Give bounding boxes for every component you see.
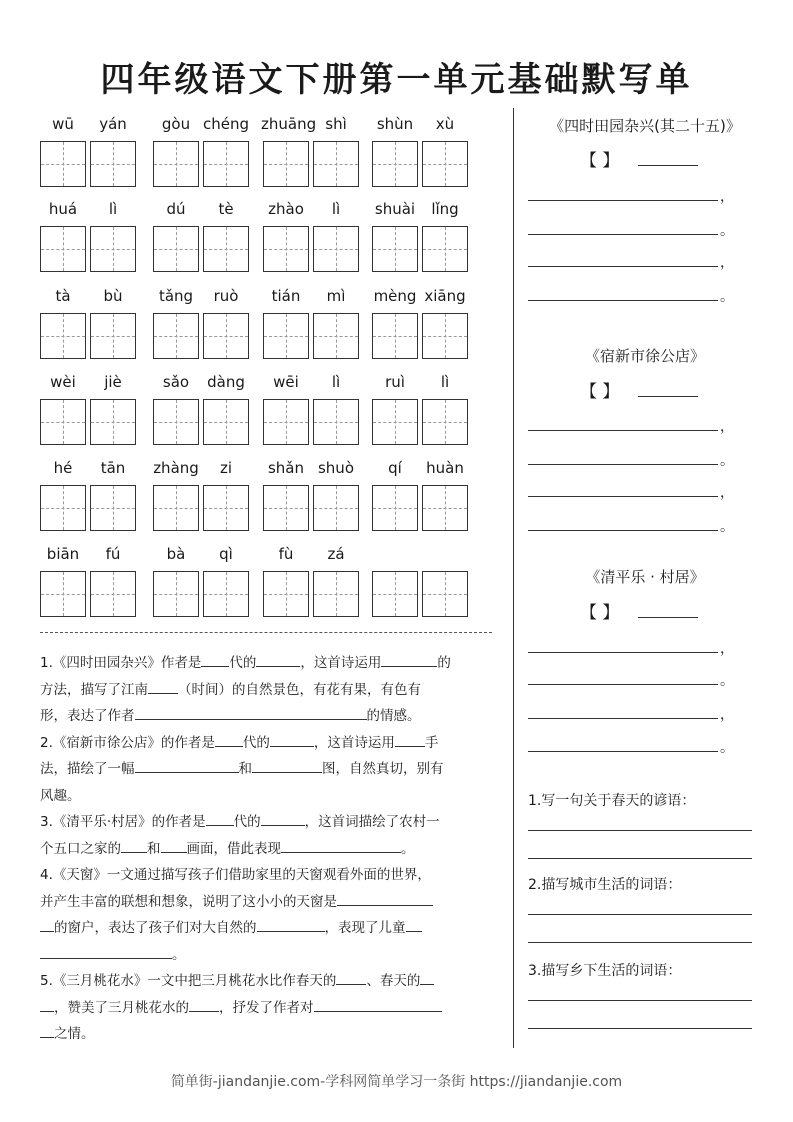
word-group xyxy=(40,115,142,195)
verse-line[interactable] xyxy=(528,652,718,653)
pinyin-label: sǎo xyxy=(162,373,190,391)
verse-line[interactable] xyxy=(528,266,718,267)
answer-blank[interactable] xyxy=(261,811,305,826)
pinyin-label: lì xyxy=(108,200,118,218)
character-box[interactable] xyxy=(203,571,249,617)
pinyin-label: dàng xyxy=(207,373,245,391)
pinyin-label: shùn xyxy=(376,115,414,133)
verse-line[interactable] xyxy=(528,530,718,531)
character-box[interactable] xyxy=(153,399,199,445)
pinyin-row xyxy=(40,545,510,625)
character-box[interactable] xyxy=(203,226,249,272)
character-box[interactable] xyxy=(90,141,136,187)
character-box[interactable] xyxy=(90,313,136,359)
task-proverb: 1.写一句关于春天的谚语： xyxy=(528,793,696,809)
answer-line[interactable] xyxy=(528,830,752,831)
pinyin-label: gòu xyxy=(161,115,191,133)
punctuation: 。 xyxy=(720,223,734,239)
pinyin-row xyxy=(40,200,510,280)
pinyin-label: fù xyxy=(278,545,294,563)
character-box[interactable] xyxy=(313,226,359,272)
character-box[interactable] xyxy=(263,313,309,359)
word-group xyxy=(40,545,142,625)
word-group xyxy=(40,459,142,539)
word-group xyxy=(372,373,474,453)
word-group xyxy=(40,373,142,453)
character-box[interactable] xyxy=(263,399,309,445)
pinyin-label: tián xyxy=(271,287,301,305)
character-box[interactable] xyxy=(422,313,468,359)
pinyin-label: zhuāng xyxy=(261,115,317,133)
answer-blank[interactable] xyxy=(252,758,322,773)
poem-author-field[interactable]: 【 】 xyxy=(580,598,698,623)
character-box[interactable] xyxy=(153,313,199,359)
question-2: 2.《宿新市徐公店》的作者是 代的 ，这首诗运用 手 法，描绘了一幅 和 图，自然真切，别有 风趣。 xyxy=(40,730,502,810)
verse-line[interactable] xyxy=(528,430,718,431)
punctuation: ， xyxy=(720,485,734,501)
punctuation: ， xyxy=(720,255,734,271)
pinyin-label: mì xyxy=(326,287,346,305)
answer-blank[interactable] xyxy=(201,652,229,667)
answer-line[interactable] xyxy=(528,1000,752,1001)
character-box[interactable] xyxy=(263,485,309,531)
word-group xyxy=(263,200,365,280)
question-3: 3.《清平乐·村居》的作者是 代的 ，这首词描绘了农村一 个五口之家的 和 画面，借此表现 。 xyxy=(40,809,502,862)
word-group xyxy=(40,287,142,367)
section-divider xyxy=(40,632,492,633)
pinyin-label: xiāng xyxy=(424,287,466,305)
word-group xyxy=(153,287,255,367)
answer-blank[interactable] xyxy=(135,705,367,720)
character-box[interactable] xyxy=(203,399,249,445)
answer-blank[interactable] xyxy=(337,891,433,906)
verse-line[interactable] xyxy=(528,464,718,465)
character-box[interactable] xyxy=(40,399,86,445)
pinyin-label: qì xyxy=(219,545,233,563)
page-title: 四年级语文下册第一单元基础默写单 xyxy=(100,60,693,100)
answer-line[interactable] xyxy=(528,858,752,859)
word-group xyxy=(40,200,142,280)
pinyin-label: hé xyxy=(53,459,73,477)
character-box[interactable] xyxy=(40,571,86,617)
punctuation: ， xyxy=(720,707,734,723)
pinyin-label: huá xyxy=(48,200,78,218)
answer-line[interactable] xyxy=(528,1028,752,1029)
punctuation: ， xyxy=(720,641,734,657)
punctuation: 。 xyxy=(720,673,734,689)
answer-blank[interactable] xyxy=(314,997,442,1012)
character-box[interactable] xyxy=(263,141,309,187)
answer-blank[interactable] xyxy=(215,732,243,747)
character-box[interactable] xyxy=(372,226,418,272)
pinyin-label: biān xyxy=(46,545,80,563)
character-box[interactable] xyxy=(372,141,418,187)
word-group xyxy=(372,545,474,625)
answer-blank[interactable] xyxy=(638,601,698,618)
pinyin-row xyxy=(40,459,510,539)
pinyin-label: shuài xyxy=(374,200,416,218)
answer-line[interactable] xyxy=(528,942,752,943)
answer-blank[interactable] xyxy=(638,380,698,397)
word-group xyxy=(153,545,255,625)
pinyin-label: shuò xyxy=(317,459,354,477)
answer-blank[interactable] xyxy=(40,1023,54,1038)
answer-blank[interactable] xyxy=(206,811,234,826)
character-box[interactable] xyxy=(203,485,249,531)
character-box[interactable] xyxy=(372,571,418,617)
footer-watermark: 简单街-jiandanjie.com-学科网简单学习一条街 https://jiandanjie.com xyxy=(170,1074,623,1090)
pinyin-label: fú xyxy=(105,545,121,563)
pinyin-label: dú xyxy=(166,200,186,218)
pinyin-label: ruò xyxy=(213,287,239,305)
punctuation: 。 xyxy=(720,740,734,756)
pinyin-row xyxy=(40,287,510,367)
word-group xyxy=(153,459,255,539)
answer-blank[interactable] xyxy=(406,917,422,932)
pinyin-label: tè xyxy=(218,200,234,218)
pinyin-label: huàn xyxy=(426,459,464,477)
pinyin-label: zhàng xyxy=(153,459,199,477)
pinyin-label: jiè xyxy=(104,373,122,391)
pinyin-label: wèi xyxy=(50,373,76,391)
pinyin-label: tǎng xyxy=(158,287,194,305)
word-group xyxy=(263,287,365,367)
answer-blank[interactable] xyxy=(256,652,300,667)
pinyin-label: lì xyxy=(331,373,341,391)
character-box[interactable] xyxy=(263,571,309,617)
character-box[interactable] xyxy=(422,141,468,187)
answer-blank[interactable] xyxy=(189,997,219,1012)
question-1: 1.《四时田园杂兴》作者是 代的 ，这首诗运用 的 方法，描写了江南 （时间）的自然景色，有花有果，有色有 形，表达了作者 的情感。 xyxy=(40,650,502,730)
task-city-words: 2.描写城市生活的词语： xyxy=(528,877,682,893)
pinyin-label: zi xyxy=(219,459,233,477)
character-box[interactable] xyxy=(40,313,86,359)
punctuation: 。 xyxy=(720,289,734,305)
pinyin-label: lì xyxy=(440,373,450,391)
question-4: 4.《天窗》一文通过描写孩子们借助家里的天窗观看外面的世界， 并产生丰富的联想和想象，说明了这小小的天窗是 的窗户，表达了孩子们对大自然的 ，表现了儿童 。 xyxy=(40,862,502,968)
character-box[interactable] xyxy=(422,485,468,531)
character-box[interactable] xyxy=(90,399,136,445)
pinyin-label: xù xyxy=(435,115,455,133)
pinyin-label: ruì xyxy=(385,373,405,391)
word-group xyxy=(372,459,474,539)
answer-blank[interactable] xyxy=(336,970,366,985)
character-box[interactable] xyxy=(313,141,359,187)
pinyin-label: lì xyxy=(331,200,341,218)
word-group xyxy=(153,200,255,280)
task-country-words: 3.描写乡下生活的词语： xyxy=(528,963,682,979)
answer-blank[interactable] xyxy=(638,149,698,166)
character-box[interactable] xyxy=(203,141,249,187)
character-box[interactable] xyxy=(90,571,136,617)
word-group xyxy=(263,115,365,195)
answer-blank[interactable] xyxy=(381,652,437,667)
answer-blank[interactable] xyxy=(135,758,239,773)
character-box[interactable] xyxy=(422,226,468,272)
character-box[interactable] xyxy=(40,141,86,187)
verse-line[interactable] xyxy=(528,718,718,719)
character-box[interactable] xyxy=(313,399,359,445)
character-box[interactable] xyxy=(90,485,136,531)
pinyin-label: zá xyxy=(327,545,345,563)
column-divider xyxy=(513,108,514,1048)
word-group xyxy=(263,545,365,625)
character-box[interactable] xyxy=(40,485,86,531)
poem-author-field[interactable]: 【 】 xyxy=(580,146,698,171)
verse-line[interactable] xyxy=(528,300,718,301)
verse-line[interactable] xyxy=(528,496,718,497)
answer-blank[interactable] xyxy=(121,838,147,853)
character-box[interactable] xyxy=(153,571,199,617)
character-box[interactable] xyxy=(153,226,199,272)
answer-blank[interactable] xyxy=(40,917,54,932)
answer-blank[interactable] xyxy=(40,944,172,959)
character-box[interactable] xyxy=(313,485,359,531)
answer-blank[interactable] xyxy=(420,970,434,985)
word-group xyxy=(372,200,474,280)
character-box[interactable] xyxy=(153,485,199,531)
pinyin-label: chéng xyxy=(202,115,249,133)
verse-line[interactable] xyxy=(528,751,718,752)
word-group xyxy=(263,373,365,453)
question-5: 5.《三月桃花水》一文中把三月桃花水比作春天的 、春天的 ，赞美了三月桃花水的 ，抒发了作者对 之情。 xyxy=(40,968,502,1048)
character-box[interactable] xyxy=(313,313,359,359)
answer-blank[interactable] xyxy=(161,838,187,853)
character-box[interactable] xyxy=(422,571,468,617)
character-box[interactable] xyxy=(40,226,86,272)
answer-blank[interactable] xyxy=(270,732,314,747)
word-group xyxy=(372,287,474,367)
answer-line[interactable] xyxy=(528,914,752,915)
character-box[interactable] xyxy=(263,226,309,272)
character-box[interactable] xyxy=(153,141,199,187)
pinyin-label: wū xyxy=(52,115,74,133)
pinyin-label: lǐng xyxy=(431,200,459,218)
poem-title: 《清平乐 · 村居》 xyxy=(585,568,705,586)
pinyin-label: tà xyxy=(55,287,71,305)
pinyin-label: zhào xyxy=(268,200,304,218)
character-box[interactable] xyxy=(372,485,418,531)
punctuation: 。 xyxy=(720,453,734,469)
verse-line[interactable] xyxy=(528,234,718,235)
character-box[interactable] xyxy=(203,313,249,359)
poem-author-field[interactable]: 【 】 xyxy=(580,377,698,402)
answer-blank[interactable] xyxy=(281,838,401,853)
word-group xyxy=(372,115,474,195)
answer-blank[interactable] xyxy=(257,917,325,932)
pinyin-label: shǎn xyxy=(267,459,305,477)
answer-blank[interactable] xyxy=(40,997,54,1012)
pinyin-label: mèng xyxy=(373,287,417,305)
pinyin-row xyxy=(40,115,510,195)
punctuation: 。 xyxy=(720,519,734,535)
pinyin-row xyxy=(40,373,510,453)
poem-title: 《四时田园杂兴(其二十五)》 xyxy=(549,117,741,135)
answer-blank[interactable] xyxy=(395,732,425,747)
fill-in-questions xyxy=(40,650,502,1048)
punctuation: ， xyxy=(720,189,734,205)
word-group xyxy=(263,459,365,539)
word-group xyxy=(153,115,255,195)
character-box[interactable] xyxy=(372,313,418,359)
character-box[interactable] xyxy=(90,226,136,272)
punctuation: ， xyxy=(720,419,734,435)
character-box[interactable] xyxy=(422,399,468,445)
answer-blank[interactable] xyxy=(148,679,178,694)
verse-line[interactable] xyxy=(528,200,718,201)
character-box[interactable] xyxy=(313,571,359,617)
character-box[interactable] xyxy=(372,399,418,445)
verse-line[interactable] xyxy=(528,684,718,685)
pinyin-label: tān xyxy=(100,459,126,477)
word-group xyxy=(153,373,255,453)
pinyin-label: bà xyxy=(166,545,186,563)
poem-title: 《宿新市徐公店》 xyxy=(584,347,705,365)
pinyin-label: qí xyxy=(388,459,402,477)
pinyin-label: wēi xyxy=(273,373,299,391)
pinyin-label: shì xyxy=(325,115,347,133)
pinyin-label: bù xyxy=(103,287,123,305)
pinyin-label: yán xyxy=(99,115,127,133)
